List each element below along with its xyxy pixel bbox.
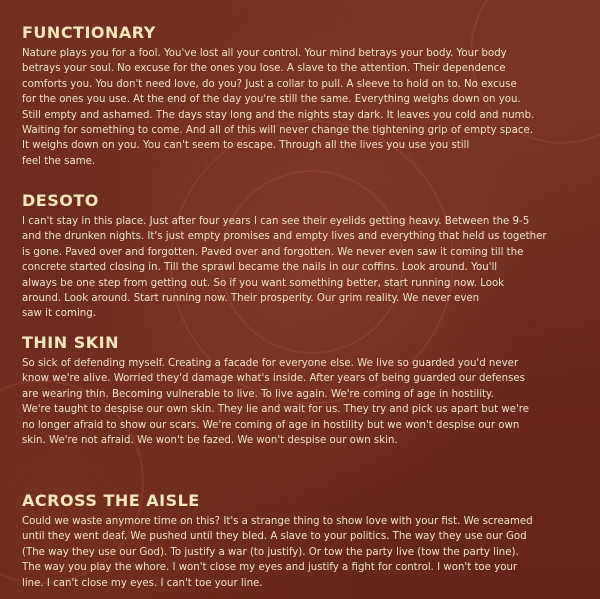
song-lyrics: So sick of defending myself. Creating a facade for everyone else. We live so guarded you'd never know we're alive. Worried they'd damage what's inside. After years of being guarded our defenses are wearing thin. Becoming vulnerable to live. To live again. We're coming of age in hostility. We're taught to despise our own skin. They lie and wait for us. They try and pick us apart but we're no longer afraid to show our scars. We're coming of age in hostility but we won't despise our own skin. We're not afraid. We won't be fazed. We won't despise our own skin. (22, 358, 530, 447)
song-across-the-aisle (22, 492, 533, 591)
song-title: DESOTO (22, 191, 99, 210)
song-functionary (22, 24, 534, 169)
song-desoto (22, 192, 547, 322)
song-title: THIN SKIN (22, 333, 119, 352)
song-lyrics: I can't stay in this place. Just after four years I can see their eyelids getting heavy. Between the 9-5 and the drunken nights. It's just empty promises and empty lives and everything that held us together is gone. Paved over and forgotten. Paved over and forgotten. We never even saw it coming till the concrete started closing in. Till the sprawl became the nails in our coffins. Look around. You'll always be one step from getting out. So if you want something better, start running now. Look around. Look around. Start running now. Their prosperity. Our grim reality. We never even saw it coming. (22, 216, 547, 320)
song-thin-skin (22, 334, 529, 448)
song-title: ACROSS THE AISLE (22, 491, 200, 510)
song-lyrics: Nature plays you for a fool. You've lost all your control. Your mind betrays your body. Your body betrays your soul. No excuse for the ones you lose. A slave to the attention. Their dependence comforts you. You don't need love, do you? Just a collar to pull. A sleeve to hold on to. No excuse for the ones you use. At the end of the day you're still the same. Everything weighs down on you. Still empty and ashamed. The days stay long and the nights stay dark. It leaves you cold and numb. Waiting for something to come. And all of this will never change the tightening grip of empty space. It weighs down on you. You can't seem to escape. Through all the lives you use you still feel the same. (22, 48, 535, 167)
song-title: FUNCTIONARY (22, 23, 156, 42)
song-lyrics: Could we waste anymore time on this? It's a strange thing to show love with your fist. We screamed until they went deaf. We pushed until they bled. A slave to your politics. The way they use our God (The way they use our God). To justify a war (to justify). Or tow the party live (tow the party line). The way you play the whore. I won't close my eyes and justify a fight for control. I won't toe your line. I can't close my eyes. I can't toe your line. (22, 516, 533, 589)
